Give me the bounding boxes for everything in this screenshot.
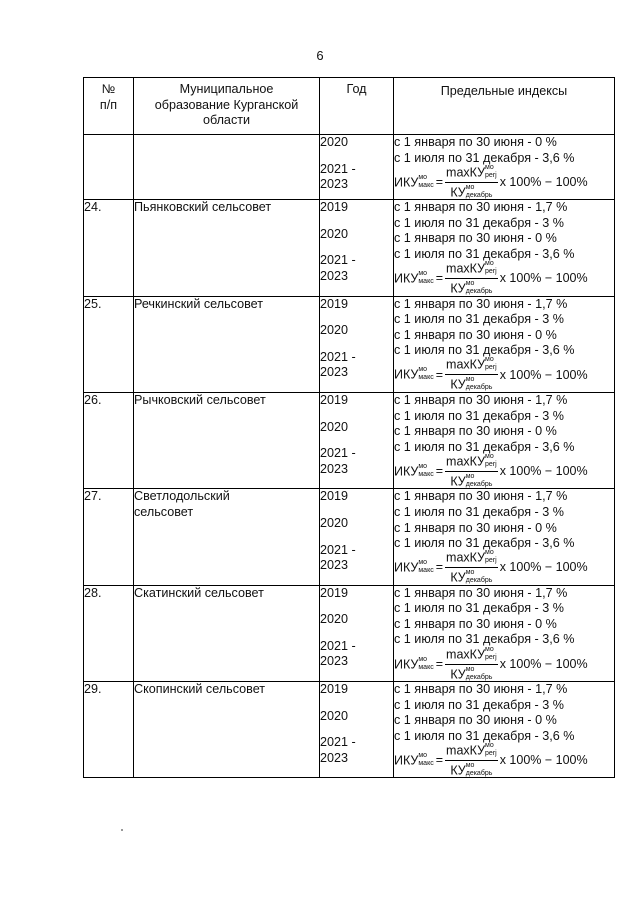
formula-tail: x 100% − 100%	[499, 174, 588, 189]
index-2020-b: с 1 июля по 31 декабря - 3,6 %	[394, 728, 575, 743]
formula-tail: x 100% − 100%	[499, 367, 588, 382]
formula-eq: =	[435, 560, 444, 575]
formula-den: КУ	[450, 184, 466, 199]
formula-num: maxКУ	[446, 357, 486, 372]
formula-left: ИКУ	[394, 656, 419, 671]
formula-tail: x 100% − 100%	[499, 464, 588, 479]
year-2019: 2019	[320, 200, 349, 215]
row-municipality-name	[134, 585, 320, 681]
formula-den-sub: декабрь	[465, 288, 493, 296]
index-formula	[394, 163, 614, 199]
row-num-text: 24.	[84, 200, 102, 215]
formula-left-sub: макс	[418, 374, 434, 382]
row-years-cell	[320, 489, 394, 585]
header-municipality	[134, 78, 320, 135]
formula-den: КУ	[450, 763, 466, 778]
index-2019-a: с 1 января по 30 июня - 1,7 %	[394, 296, 568, 311]
formula-eq: =	[435, 367, 444, 382]
index-2019-b: с 1 июля по 31 декабря - 3 %	[394, 312, 564, 327]
row-num-cell	[84, 135, 134, 200]
formula-left-sup: мо	[418, 462, 428, 470]
row-name-name-line1: Рычковский сельсовет	[134, 392, 266, 407]
formula-left: ИКУ	[394, 174, 419, 189]
formula-den: КУ	[450, 666, 466, 681]
row-index-cell	[394, 296, 615, 392]
year-2021: 2021 -	[320, 253, 356, 268]
formula-den-sup: мо	[465, 569, 475, 577]
index-2019-b: с 1 июля по 31 декабря - 3 %	[394, 504, 564, 519]
formula-num-sup: мо	[485, 356, 494, 364]
year-2023: 2023	[320, 654, 349, 669]
formula-den-sub: декабрь	[465, 769, 493, 777]
row-name-name-line2: сельсовет	[134, 504, 194, 519]
table-header-row	[84, 78, 615, 135]
index-2019-b: с 1 июля по 31 декабря - 3 %	[394, 215, 564, 230]
table-row	[84, 489, 615, 585]
index-2019-a: с 1 января по 30 июня - 1,7 %	[394, 392, 568, 407]
formula-left-sub: макс	[418, 663, 434, 671]
year-2020: 2020	[320, 135, 349, 149]
row-years-cell	[320, 682, 394, 778]
row-num	[84, 296, 134, 392]
formula-eq: =	[435, 464, 444, 479]
formula-num-sub: perj	[485, 749, 497, 757]
row-num-text: 25.	[84, 296, 102, 311]
table-row	[84, 200, 615, 296]
row-num-text: 29.	[84, 682, 102, 697]
formula-num-sub: perj	[485, 364, 497, 372]
formula-num: maxКУ	[446, 550, 486, 565]
formula-left-sub: макс	[418, 470, 434, 478]
index-2019-a: с 1 января по 30 июня - 1,7 %	[394, 585, 568, 600]
index-2019-a: с 1 января по 30 июня - 1,7 %	[394, 200, 568, 215]
index-2020-a: с 1 января по 30 июня - 0 %	[394, 520, 557, 535]
header-index: Предельные индексы	[394, 78, 615, 135]
year-2021: 2021 -	[320, 349, 356, 364]
formula-left-sup: мо	[418, 366, 428, 374]
formula-num: maxКУ	[446, 646, 486, 661]
formula-left-sub: макс	[418, 278, 434, 286]
year-2020: 2020	[320, 612, 349, 627]
index-2019-b: с 1 июля по 31 декабря - 3 %	[394, 601, 564, 616]
formula-tail: x 100% − 100%	[499, 753, 588, 768]
formula-den-sub: декабрь	[465, 480, 493, 488]
formula-den-sup: мо	[465, 280, 475, 288]
year-2021: 2021 -	[320, 735, 356, 750]
index-2020-a: с 1 января по 30 июня - 0 %	[394, 231, 557, 246]
index-2019-b: с 1 июля по 31 декабря - 3 %	[394, 697, 564, 712]
formula-num: maxКУ	[446, 261, 486, 276]
year-2023: 2023	[320, 750, 349, 765]
index-2020-a: с 1 января по 30 июня - 0 %	[394, 616, 557, 631]
formula-left-sup: мо	[418, 655, 428, 663]
year-2019: 2019	[320, 489, 349, 504]
row-name-name-line1: Скатинский сельсовет	[134, 585, 264, 600]
formula-num-sub: perj	[485, 171, 497, 179]
index-2020-a: с 1 января по 30 июня - 0 %	[394, 424, 557, 439]
row-name-cell	[134, 135, 320, 200]
row-municipality-name	[134, 489, 320, 585]
formula-num-sub: perj	[485, 268, 497, 276]
header-mun-line3: области	[202, 113, 251, 128]
index-2020-b: с 1 июля по 31 декабря - 3,6 %	[394, 150, 575, 165]
row-years-cell	[320, 296, 394, 392]
index-2020-b: с 1 июля по 31 декабря - 3,6 %	[394, 536, 575, 551]
year-2023: 2023	[320, 365, 349, 380]
year-2023: 2023	[320, 177, 349, 192]
table-row	[84, 296, 615, 392]
formula-num: maxКУ	[446, 164, 486, 179]
row-municipality-name	[134, 296, 320, 392]
formula-num-sub: perj	[485, 557, 497, 565]
formula-num-sup: мо	[485, 549, 494, 557]
formula-left: ИКУ	[394, 464, 419, 479]
formula-num-sup: мо	[485, 645, 494, 653]
year-2021: 2021 -	[320, 542, 356, 557]
year-2021: 2021 -	[320, 638, 356, 653]
index-2020-a: с 1 января по 30 июня - 0 %	[394, 135, 557, 149]
formula-num-sub: perj	[485, 653, 497, 661]
year-2020: 2020	[320, 226, 349, 241]
formula-den-sup: мо	[465, 761, 475, 769]
table-row	[84, 585, 615, 681]
formula-den-sup: мо	[465, 183, 475, 191]
formula-left-sub: макс	[418, 759, 434, 767]
formula-den: КУ	[450, 377, 466, 392]
row-name-name-line1: Светлодольский	[134, 489, 230, 504]
formula-left: ИКУ	[394, 753, 419, 768]
index-2020-a: с 1 января по 30 июня - 0 %	[394, 713, 557, 728]
page-number: 6	[316, 48, 324, 63]
year-2021: 2021 -	[320, 446, 356, 461]
index-2020-b: с 1 июля по 31 декабря - 3,6 %	[394, 439, 575, 454]
row-years-cell	[320, 200, 394, 296]
row-num	[84, 682, 134, 778]
index-2020-b: с 1 июля по 31 декабря - 3,6 %	[394, 246, 575, 261]
formula-left-sub: макс	[418, 567, 434, 575]
formula-den: КУ	[450, 281, 466, 296]
formula-left: ИКУ	[394, 271, 419, 286]
year-2023: 2023	[320, 558, 349, 573]
header-num-line2: п/п	[99, 97, 118, 112]
formula-num: maxКУ	[446, 743, 486, 758]
year-2021: 2021 -	[320, 161, 356, 176]
index-2019-b: с 1 июля по 31 декабря - 3 %	[394, 408, 564, 423]
row-index-cell	[394, 200, 615, 296]
table-row	[84, 392, 615, 488]
formula-num-sub: perj	[485, 460, 497, 468]
formula-den-sub: декабрь	[465, 191, 493, 199]
header-mun-line1: Муниципальное	[179, 82, 274, 96]
row-num	[84, 585, 134, 681]
row-years-cell	[320, 585, 394, 681]
row-municipality-name	[134, 392, 320, 488]
year-2020: 2020	[320, 515, 349, 530]
formula-eq: =	[435, 656, 444, 671]
formula-num-sup: мо	[485, 260, 494, 268]
row-name-name-line1: Скопинский сельсовет	[134, 682, 266, 697]
table-row	[84, 682, 615, 778]
formula-den-sub: декабрь	[465, 384, 493, 392]
limit-index-table	[83, 77, 615, 778]
row-index-cell	[394, 392, 615, 488]
index-2019-a: с 1 января по 30 июня - 1,7 %	[394, 682, 568, 697]
formula-left-sup: мо	[418, 270, 428, 278]
row-name-name-line1: Речкинский сельсовет	[134, 296, 264, 311]
index-formula	[394, 645, 614, 681]
row-num-text: 27.	[84, 489, 102, 504]
row-municipality-name	[134, 200, 320, 296]
formula-left: ИКУ	[394, 367, 419, 382]
formula-num-sup: мо	[485, 452, 494, 460]
row-index-cell	[394, 135, 615, 200]
year-2019: 2019	[320, 296, 349, 311]
year-2020: 2020	[320, 323, 349, 338]
index-formula	[394, 741, 614, 778]
year-2019: 2019	[320, 392, 349, 407]
row-years-cell	[320, 135, 394, 200]
index-formula	[394, 260, 614, 296]
index-2019-a: с 1 января по 30 июня - 1,7 %	[394, 489, 568, 504]
formula-left: ИКУ	[394, 560, 419, 575]
formula-tail: x 100% − 100%	[499, 271, 588, 286]
formula-num-sup: мо	[485, 163, 494, 171]
header-year: Год	[320, 78, 394, 135]
formula-left-sup: мо	[418, 173, 428, 181]
formula-left-sup: мо	[418, 751, 428, 759]
row-num-text: 28.	[84, 585, 102, 600]
row-name-name-line1: Пьянковский сельсовет	[134, 200, 272, 215]
row-years-cell	[320, 392, 394, 488]
year-2019: 2019	[320, 585, 349, 600]
year-2020: 2020	[320, 419, 349, 434]
year-2020: 2020	[320, 708, 349, 723]
formula-tail: x 100% − 100%	[499, 656, 588, 671]
header-num-line1: №	[101, 82, 116, 96]
formula-eq: =	[435, 174, 444, 189]
formula-left-sub: макс	[418, 181, 434, 189]
row-index-cell	[394, 489, 615, 585]
row-index-cell	[394, 682, 615, 778]
table-row-continuation	[84, 135, 615, 200]
formula-num-sup: мо	[485, 741, 494, 749]
formula-den-sup: мо	[465, 472, 475, 480]
row-municipality-name	[134, 682, 320, 778]
formula-den-sup: мо	[465, 376, 475, 384]
index-formula	[394, 549, 614, 585]
index-2020-b: с 1 июля по 31 декабря - 3,6 %	[394, 632, 575, 647]
year-2023: 2023	[320, 268, 349, 283]
formula-eq: =	[435, 271, 444, 286]
formula-tail: x 100% − 100%	[499, 560, 588, 575]
row-num	[84, 200, 134, 296]
row-num	[84, 489, 134, 585]
index-2020-b: с 1 июля по 31 декабря - 3,6 %	[394, 343, 575, 358]
formula-den-sub: декабрь	[465, 673, 493, 681]
row-index-cell	[394, 585, 615, 681]
year-2019: 2019	[320, 682, 349, 697]
row-num-text: 26.	[84, 392, 102, 407]
index-formula	[394, 452, 614, 489]
index-2020-a: с 1 января по 30 июня - 0 %	[394, 327, 557, 342]
formula-den: КУ	[450, 474, 466, 489]
row-num	[84, 392, 134, 488]
formula-eq: =	[435, 753, 444, 768]
index-formula	[394, 356, 614, 392]
formula-den-sup: мо	[465, 665, 475, 673]
scan-speck	[121, 829, 123, 831]
formula-left-sup: мо	[418, 559, 428, 567]
formula-den: КУ	[450, 570, 466, 585]
header-num	[84, 78, 134, 135]
year-2023: 2023	[320, 461, 349, 476]
header-mun-line2: образование Курганской	[154, 97, 299, 112]
formula-den-sub: декабрь	[465, 577, 493, 585]
formula-num: maxКУ	[446, 454, 486, 469]
